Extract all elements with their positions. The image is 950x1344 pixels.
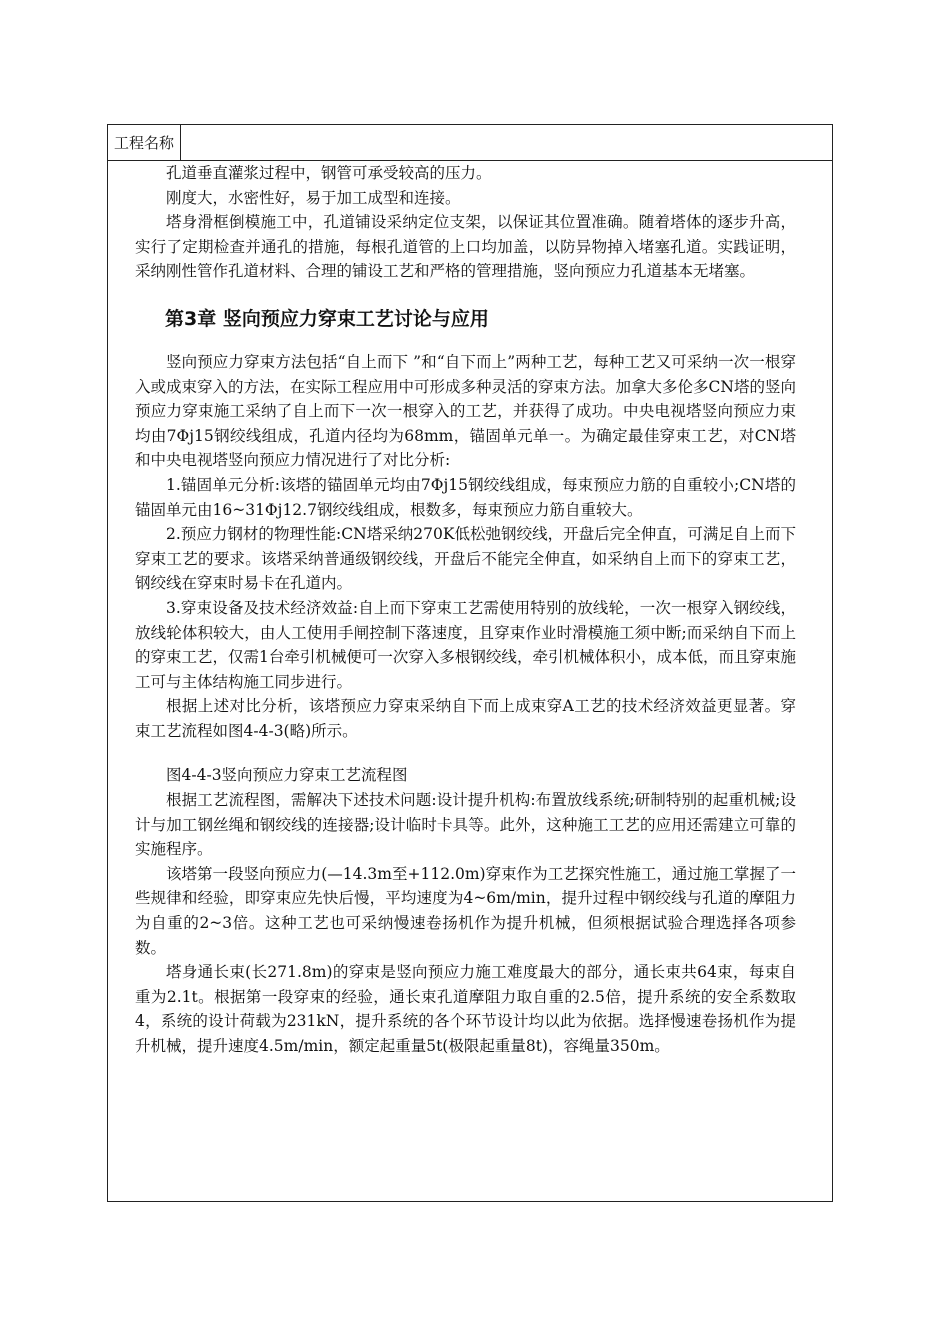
paragraph: 竖向预应力穿束方法包括“自上而下 ”和“自下而上”两种工艺，每种工艺又可采纳一次一根穿入或成束穿入的方法，在实际工程应用中可形成多种灵活的穿束方法。加拿大多伦多CN塔的竖向预应力穿束施工采纳了自上而下一次一根穿入的工艺，并获得了成功。中央电视塔竖向预应力束均由7Φj15钢绞线组成，孔道内径均为68mm，锚固单元单一。为确定最佳穿束工艺，对CN塔和中央电视塔竖向预应力情况进行了对比分析: <box>135 352 796 470</box>
project-name-value <box>181 125 832 160</box>
paragraph: 2.预应力钢材的物理性能:CN塔采纳270K低松弛钢绞线，开盘后完全伸直，可满足自上而下穿束工艺的要求。该塔采纳普通级钢绞线，开盘后不能完全伸直，如采纳自上而下的穿束工艺，钢绞线在穿束时易卡在孔道内。 <box>135 525 796 593</box>
paragraph: 孔道垂直灌浆过程中，钢管可承受较高的压力。 <box>166 164 492 182</box>
document-table <box>107 124 833 1202</box>
figure-caption: 图4-4-3竖向预应力穿束工艺流程图 <box>166 766 408 785</box>
project-name-label: 工程名称 <box>108 125 181 160</box>
document-body <box>108 161 832 1059</box>
paragraph: 刚度大，水密性好，易于加工成型和连接。 <box>166 188 461 207</box>
chapter-title: 第3章 竖向预应力穿束工艺讨论与应用 <box>165 307 489 330</box>
paragraph: 根据工艺流程图，需解决下述技术问题:设计提升机构:布置放线系统;研制特别的起重机械;设计与加工钢丝绳和钢绞线的连接器;设计临时卡具等。此外，这种施工工艺的应用还需建立可靠的实施程序。 <box>135 791 796 859</box>
paragraph: 根据上述对比分析，该塔预应力穿束采纳自下而上成束穿A工艺的技术经济效益更显著。穿束工艺流程如图4-4-3(略)所示。 <box>135 697 796 740</box>
paragraph: 该塔第一段竖向预应力(—14.3m至+112.0m)穿束作为工艺探究性施工，通过施工掌握了一些规律和经验，即穿束应先快后慢，平均速度为4~6m/min，提升过程中钢绞线与孔道的摩阻力为自重的2~3倍。这种工艺也可采纳慢速卷扬机作为提升机械，但须根据试验合理选择各项参数。 <box>135 864 796 957</box>
header-row <box>108 125 832 161</box>
paragraph: 3.穿束设备及技术经济效益:自上而下穿束工艺需使用特别的放线轮，一次一根穿入钢绞线，放线轮体积较大，由人工使用手闸控制下落速度，且穿束作业时滑模施工须中断;而采纳自下而上的穿束工艺，仅需1台牵引机械便可一次穿入多根钢绞线，牵引机械体积小，成本低，而且穿束施工可与主体结构施工同步进行。 <box>135 598 796 691</box>
paragraph: 1.锚固单元分析:该塔的锚固单元均由7Φj15钢绞线组成，每束预应力筋的自重较小;CN塔的锚固单元由16~31Φj12.7钢绞线组成，根数多，每束预应力筋自重较大。 <box>135 475 796 519</box>
paragraph: 塔身通长束(长271.8m)的穿束是竖向预应力施工难度最大的部分，通长束共64束，每束自重为2.1t。根据第一段穿束的经验，通长束孔道摩阻力取自重的2.5倍，提升系统的安全系数取4，系统的设计荷载为231kN，提升系统的各个环节设计均以此为依据。选择慢速卷扬机作为提升机械，提升速度4.5m/min，额定起重量5t(极限起重量8t)，容绳量350m。 <box>135 963 796 1055</box>
paragraph: 塔身滑框倒模施工中，孔道铺设采纳定位支架，以保证其位置准确。随着塔体的逐步升高，实行了定期检查并通孔的措施，每根孔道管的上口均加盖，以防异物掉入堵塞孔道。实践证明，采纳刚性管作孔道材料、合理的铺设工艺和严格的管理措施，竖向预应力孔道基本无堵塞。 <box>135 213 796 281</box>
spacer <box>135 743 796 763</box>
